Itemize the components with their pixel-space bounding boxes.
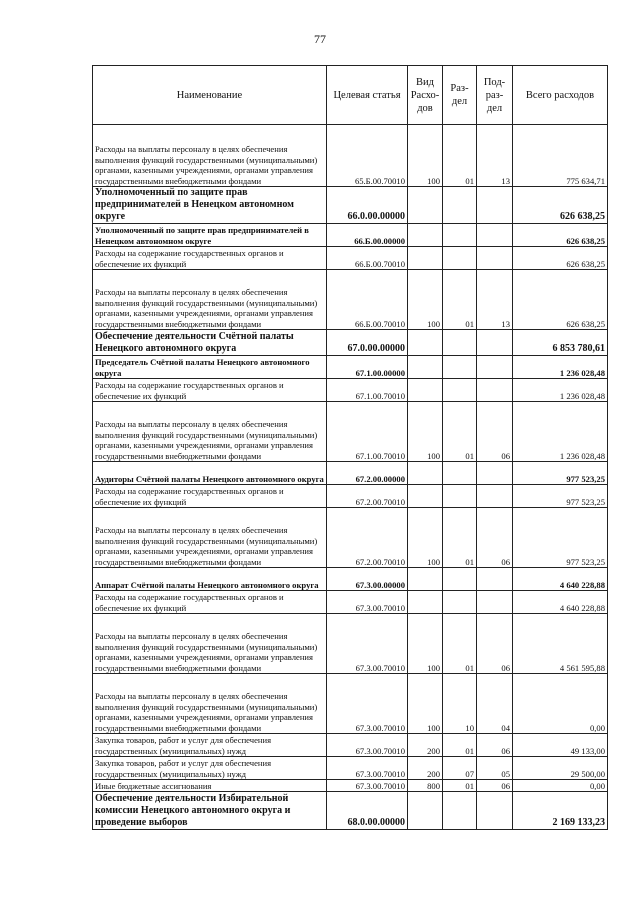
table-row — [93, 674, 608, 734]
row-vid: 200 — [408, 734, 443, 757]
row-razdel — [443, 462, 477, 485]
row-target-code: 66.Б.00.00000 — [327, 224, 408, 247]
row-target-code: 67.2.00.00000 — [327, 462, 408, 485]
table-row — [93, 485, 608, 508]
row-target-code: 67.2.00.70010 — [327, 485, 408, 508]
row-target-code: 67.3.00.70010 — [327, 780, 408, 792]
row-podrazdel — [477, 224, 513, 247]
row-razdel: 01 — [443, 125, 477, 187]
row-vid — [408, 568, 443, 591]
row-vid — [408, 356, 443, 379]
table-row — [93, 792, 608, 830]
row-razdel: 01 — [443, 780, 477, 792]
row-podrazdel — [477, 379, 513, 402]
row-target-code: 67.1.00.00000 — [327, 356, 408, 379]
row-target-code: 67.1.00.70010 — [327, 402, 408, 462]
row-vid: 100 — [408, 402, 443, 462]
row-vid — [408, 379, 443, 402]
table-row — [93, 356, 608, 379]
row-total: 4 561 595,88 — [513, 614, 608, 674]
row-podrazdel — [477, 792, 513, 830]
row-vid — [408, 247, 443, 270]
row-vid — [408, 792, 443, 830]
row-vid: 100 — [408, 674, 443, 734]
row-target-code: 67.3.00.70010 — [327, 734, 408, 757]
row-total: 626 638,25 — [513, 187, 608, 224]
row-target-code: 67.3.00.70010 — [327, 757, 408, 780]
row-podrazdel: 04 — [477, 674, 513, 734]
row-target-code: 67.3.00.00000 — [327, 568, 408, 591]
row-vid: 100 — [408, 508, 443, 568]
row-vid: 100 — [408, 270, 443, 330]
row-razdel — [443, 379, 477, 402]
header-podrazdel: Под-раз-дел — [477, 66, 513, 125]
row-razdel: 01 — [443, 614, 477, 674]
row-name: Расходы на содержание государственных органов и обеспечение их функций — [93, 247, 327, 270]
row-podrazdel: 06 — [477, 780, 513, 792]
table-row — [93, 508, 608, 568]
row-podrazdel — [477, 356, 513, 379]
table-row — [93, 125, 608, 187]
table-row — [93, 734, 608, 757]
row-podrazdel — [477, 485, 513, 508]
row-podrazdel — [477, 247, 513, 270]
page-number: 77 — [314, 32, 326, 46]
header-total: Всего расходов — [513, 66, 608, 125]
row-vid — [408, 462, 443, 485]
row-name: Расходы на выплаты персоналу в целях обеспечения выполнения функций государственными (муниципальными) органами, казенными учреждениями, органами управления государственными внебюджетными фондами — [93, 270, 327, 330]
row-razdel — [443, 568, 477, 591]
table-row — [93, 402, 608, 462]
row-razdel — [443, 485, 477, 508]
row-razdel: 10 — [443, 674, 477, 734]
row-razdel — [443, 330, 477, 356]
row-name: Расходы на выплаты персоналу в целях обеспечения выполнения функций государственными (муниципальными) органами, казенными учреждениями, органами управления государственными внебюджетными фондами — [93, 614, 327, 674]
header-name: Наименование — [93, 66, 327, 125]
row-total: 626 638,25 — [513, 247, 608, 270]
row-total: 1 236 028,48 — [513, 402, 608, 462]
row-razdel — [443, 591, 477, 614]
row-razdel — [443, 247, 477, 270]
row-podrazdel: 06 — [477, 508, 513, 568]
row-razdel: 07 — [443, 757, 477, 780]
row-total: 1 236 028,48 — [513, 379, 608, 402]
table-row — [93, 330, 608, 356]
row-vid: 800 — [408, 780, 443, 792]
table-row — [93, 757, 608, 780]
row-total: 626 638,25 — [513, 270, 608, 330]
row-target-code: 67.1.00.70010 — [327, 379, 408, 402]
row-name: Расходы на выплаты персоналу в целях обеспечения выполнения функций государственными (муниципальными) органами, казенными учреждениями, органами управления государственными внебюджетными фондами — [93, 402, 327, 462]
row-total: 977 523,25 — [513, 462, 608, 485]
row-name: Аудиторы Счётной палаты Ненецкого автономного округа — [93, 462, 327, 485]
table-row — [93, 379, 608, 402]
row-vid — [408, 330, 443, 356]
row-total: 0,00 — [513, 780, 608, 792]
row-total: 626 638,25 — [513, 224, 608, 247]
row-name: Закупка товаров, работ и услуг для обеспечения государственных (муниципальных) нужд — [93, 757, 327, 780]
table-row — [93, 614, 608, 674]
row-target-code: 67.3.00.70010 — [327, 591, 408, 614]
row-total: 29 500,00 — [513, 757, 608, 780]
row-vid — [408, 591, 443, 614]
row-podrazdel: 06 — [477, 402, 513, 462]
row-razdel: 01 — [443, 402, 477, 462]
row-vid: 100 — [408, 614, 443, 674]
table-row — [93, 270, 608, 330]
row-name: Расходы на выплаты персоналу в целях обеспечения выполнения функций государственными (муниципальными) органами, казенными учреждениями, органами управления государственными внебюджетными фондами — [93, 674, 327, 734]
table-row — [93, 568, 608, 591]
row-name: Председатель Счётной палаты Ненецкого автономного округа — [93, 356, 327, 379]
row-target-code: 66.Б.00.70010 — [327, 247, 408, 270]
row-target-code: 65.Б.00.70010 — [327, 125, 408, 187]
row-total: 4 640 228,88 — [513, 568, 608, 591]
row-vid — [408, 187, 443, 224]
table-row — [93, 247, 608, 270]
row-total: 977 523,25 — [513, 485, 608, 508]
row-vid: 200 — [408, 757, 443, 780]
row-podrazdel — [477, 591, 513, 614]
row-total: 49 133,00 — [513, 734, 608, 757]
row-razdel: 01 — [443, 508, 477, 568]
row-name: Расходы на выплаты персоналу в целях обеспечения выполнения функций государственными (муниципальными) органами, казенными учреждениями, органами управления государственными внебюджетными фондами — [93, 125, 327, 187]
row-target-code: 67.0.00.00000 — [327, 330, 408, 356]
table-body — [93, 125, 608, 830]
row-name: Расходы на содержание государственных органов и обеспечение их функций — [93, 591, 327, 614]
table-row — [93, 780, 608, 792]
row-total: 2 169 133,23 — [513, 792, 608, 830]
row-target-code: 67.3.00.70010 — [327, 674, 408, 734]
row-vid — [408, 485, 443, 508]
row-razdel — [443, 356, 477, 379]
row-razdel — [443, 187, 477, 224]
row-name: Закупка товаров, работ и услуг для обеспечения государственных (муниципальных) нужд — [93, 734, 327, 757]
row-podrazdel: 06 — [477, 614, 513, 674]
row-podrazdel: 13 — [477, 270, 513, 330]
row-name: Обеспечение деятельности Счётной палаты Ненецкого автономного округа — [93, 330, 327, 356]
table-row — [93, 591, 608, 614]
row-razdel — [443, 224, 477, 247]
row-total: 0,00 — [513, 674, 608, 734]
budget-table — [92, 65, 608, 830]
row-target-code: 66.Б.00.70010 — [327, 270, 408, 330]
row-podrazdel: 05 — [477, 757, 513, 780]
row-podrazdel — [477, 187, 513, 224]
row-name: Уполномоченный по защите прав предпринимателей в Ненецком автономном округе — [93, 224, 327, 247]
row-vid — [408, 224, 443, 247]
table-row — [93, 187, 608, 224]
row-target-code: 68.0.00.00000 — [327, 792, 408, 830]
row-target-code: 66.0.00.00000 — [327, 187, 408, 224]
row-podrazdel: 13 — [477, 125, 513, 187]
row-vid: 100 — [408, 125, 443, 187]
row-name: Обеспечение деятельности Избирательной комиссии Ненецкого автономного округа и проведение выборов — [93, 792, 327, 830]
row-target-code: 67.3.00.70010 — [327, 614, 408, 674]
table-row — [93, 462, 608, 485]
header-razdel: Раз-дел — [443, 66, 477, 125]
row-name: Аппарат Счётной палаты Ненецкого автономного округа — [93, 568, 327, 591]
row-total: 775 634,71 — [513, 125, 608, 187]
row-name: Расходы на выплаты персоналу в целях обеспечения выполнения функций государственными (муниципальными) органами, казенными учреждениями, органами управления государственными внебюджетными фондами — [93, 508, 327, 568]
row-podrazdel — [477, 568, 513, 591]
header-target: Целевая статья — [327, 66, 408, 125]
row-podrazdel — [477, 330, 513, 356]
row-total: 6 853 780,61 — [513, 330, 608, 356]
row-total: 977 523,25 — [513, 508, 608, 568]
row-podrazdel: 06 — [477, 734, 513, 757]
row-total: 1 236 028,48 — [513, 356, 608, 379]
row-total: 4 640 228,88 — [513, 591, 608, 614]
row-razdel — [443, 792, 477, 830]
row-name: Уполномоченный по защите прав предпринимателей в Ненецком автономном округе — [93, 187, 327, 224]
table-header-row — [93, 66, 608, 125]
row-name: Расходы на содержание государственных органов и обеспечение их функций — [93, 485, 327, 508]
row-target-code: 67.2.00.70010 — [327, 508, 408, 568]
row-razdel: 01 — [443, 734, 477, 757]
row-razdel: 01 — [443, 270, 477, 330]
row-podrazdel — [477, 462, 513, 485]
table-row — [93, 224, 608, 247]
row-name: Иные бюджетные ассигнования — [93, 780, 327, 792]
row-name: Расходы на содержание государственных органов и обеспечение их функций — [93, 379, 327, 402]
header-vid: Вид Расхо-дов — [408, 66, 443, 125]
